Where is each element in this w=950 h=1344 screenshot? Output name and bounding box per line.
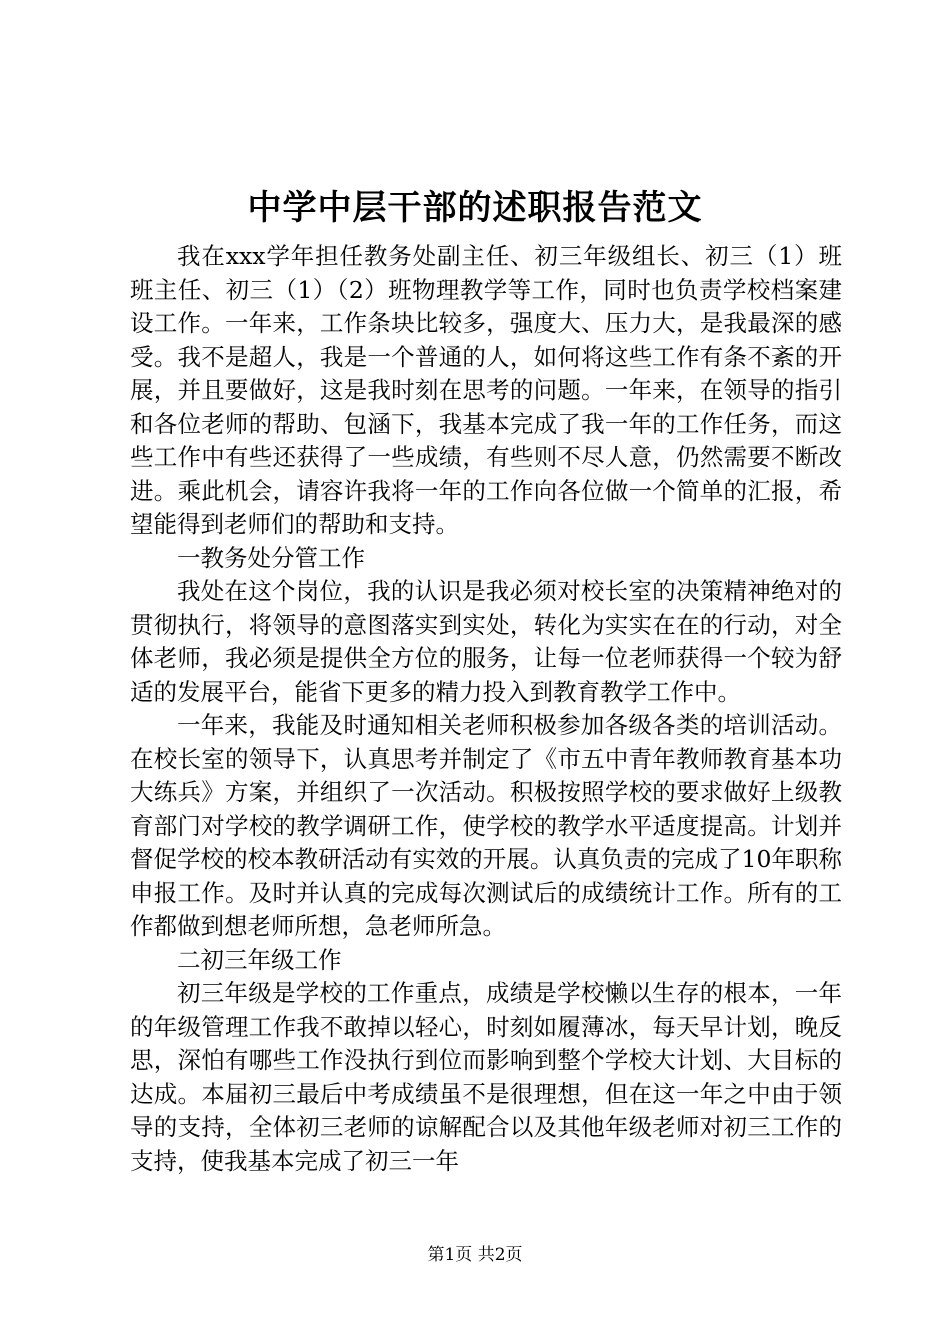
page-footer: 第1页 共2页 [427,1245,523,1265]
document-title: 中学中层干部的述职报告范文 [247,188,703,228]
document-body [130,240,842,1178]
paragraph-intro: 我在xxx学年担任教务处副主任、初三年级组长、初三（1）班班主任、初三（1）（2）班物理教学等工作，同时也负责学校档案建设工作。一年来，工作条块比较多，强度大、压力大，是我最深的感受。我不是超人，我是一个普通的人，如何将这些工作有条不紊的开展，并且要做好，这是我时刻在思考的问题。一年来，在领导的指引和各位老师的帮助、包涵下，我基本完成了我一年的工作任务，而这些工作中有些还获得了一些成绩，有些则不尽人意，仍然需要不断改进。乘此机会，请容许我将一年的工作向各位做一个简单的汇报，希望能得到老师们的帮助和支持。 [130,242,842,538]
section-heading-grade-nine: 二初三年级工作 [177,945,342,974]
paragraph-academic-affairs-role: 我处在这个岗位，我的认识是我必须对校长室的决策精神绝对的贯彻执行，将领导的意图落实到实处，转化为实实在在的行动，对全体老师，我必须是提供全方位的服务，让每一位老师获得一个较为舒适的发展平台，能省下更多的精力投入到教育教学工作中。 [130,577,842,706]
section-heading-academic-affairs: 一教务处分管工作 [177,543,365,572]
paragraph-academic-affairs-work: 一年来，我能及时通知相关老师积极参加各级各类的培训活动。在校长室的领导下，认真思考并制定了《市五中青年教师教育基本功大练兵》方案，并组织了一次活动。积极按照学校的要求做好上级教育部门对学校的教学调研工作，使学校的教学水平适度提高。计划并督促学校的校本教研活动有实效的开展。认真负责的完成了10年职称申报工作。及时并认真的完成每次测试后的成绩统计工作。所有的工作都做到想老师所想，急老师所急。 [130,711,842,940]
paragraph-grade-nine-work: 初三年级是学校的工作重点，成绩是学校懒以生存的根本，一年的年级管理工作我不敢掉以轻心，时刻如履薄冰，每天早计划，晚反思，深怕有哪些工作没执行到位而影响到整个学校大计划、大目标的达成。本届初三最后中考成绩虽不是很理想，但在这一年之中由于领导的支持，全体初三老师的谅解配合以及其他年级老师对初三工作的支持，使我基本完成了初三一年 [130,979,842,1175]
